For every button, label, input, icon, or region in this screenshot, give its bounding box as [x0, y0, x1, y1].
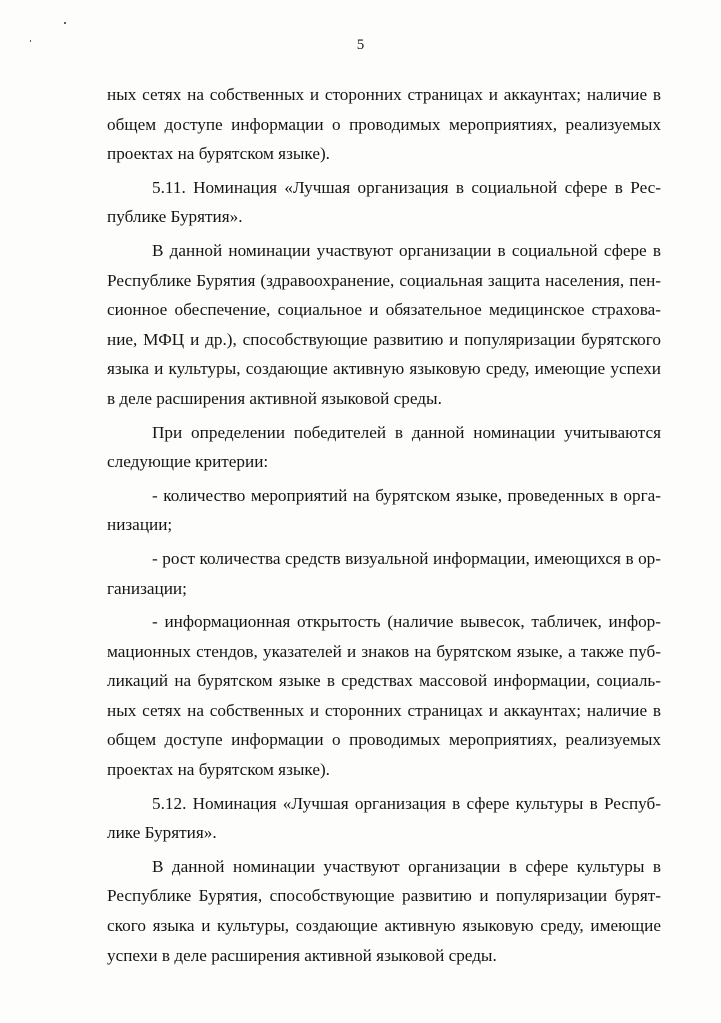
text-line: - количество мероприятий на бурятском языке, проведенных в орга- — [152, 485, 661, 505]
text-line: языка и культуры, создающие активную языковую среду, имеющие успехи — [107, 359, 661, 379]
paragraph-p8 — [107, 789, 661, 848]
text-line: сионное обеспечение, социальное и обязательное медицинское страхова- — [107, 300, 661, 320]
scan-speck — [64, 22, 66, 24]
text-line: - рост количества средств визуальной информации, имеющихся в ор- — [152, 548, 661, 568]
document-body — [107, 80, 661, 970]
text-line: следующие критерии: — [107, 452, 269, 472]
page-number: 5 — [356, 37, 365, 53]
text-line: - информационная открытость (наличие вывесок, табличек, инфор- — [152, 612, 661, 632]
text-line: низации; — [107, 515, 173, 535]
paragraph-p2 — [107, 173, 661, 232]
text-line: в деле расширения активной языковой среды. — [107, 388, 442, 408]
text-line: успехи в деле расширения активной языковой среды. — [107, 945, 497, 965]
paragraph-p3 — [107, 236, 661, 414]
text-line: публике Бурятия». — [107, 207, 243, 227]
text-line: мационных стендов, указателей и знаков на бурятском языке, а также пуб- — [107, 641, 661, 661]
text-line: ных сетях на собственных и сторонних страницах и аккаунтах; наличие в — [107, 700, 661, 720]
text-line: Республике Бурятия (здравоохранение, социальная защита населения, пен- — [107, 270, 661, 290]
text-line: ных сетях на собственных и сторонних страницах и аккаунтах; наличие в — [107, 85, 661, 104]
text-line: лике Бурятия». — [107, 823, 217, 843]
text-line: Республике Бурятия, способствующие развитию и популяризации бурят- — [107, 886, 661, 906]
text-line: ганизации; — [107, 578, 187, 598]
text-line: проектах на бурятском языке). — [107, 760, 330, 780]
text-line: 5.11. Номинация «Лучшая организация в социальной сфере в Рес- — [152, 177, 661, 197]
text-line: 5.12. Номинация «Лучшая организация в сфере культуры в Респуб- — [152, 793, 661, 813]
paragraph-p6 — [107, 544, 661, 603]
text-line: общем доступе информации о проводимых мероприятиях, реализуемых — [107, 730, 661, 750]
text-line: проектах на бурятском языке). — [107, 144, 330, 164]
text-line: В данной номинации участвуют организации в социальной сфере в — [152, 240, 661, 260]
text-line: общем доступе информации о проводимых мероприятиях, реализуемых — [107, 114, 661, 134]
text-line: В данной номинации участвуют организации в сфере культуры в — [152, 856, 661, 876]
paragraph-p9 — [107, 852, 661, 970]
text-line: ликаций на бурятском языке в средствах массовой информации, социаль- — [107, 671, 661, 691]
paragraph-p1 — [107, 80, 661, 169]
text-line: ние, МФЦ и др.), способствующие развитию и популяризации бурятского — [107, 329, 661, 349]
text-line: При определении победителей в данной номинации учитываются — [152, 422, 661, 442]
text-line: ского языка и культуры, создающие активную языковую среду, имеющие — [107, 916, 661, 936]
paragraph-p5 — [107, 481, 661, 540]
paragraph-p4 — [107, 418, 661, 477]
paragraph-p7 — [107, 607, 661, 785]
